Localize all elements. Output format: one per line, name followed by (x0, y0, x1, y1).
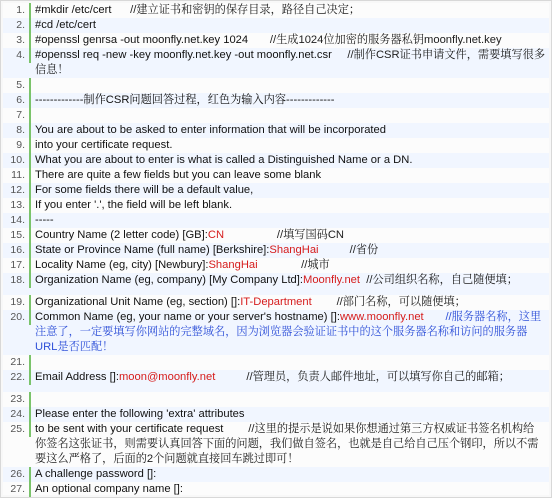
text-segment: //部门名称，可以随便填； (336, 296, 466, 308)
code-line (3, 93, 549, 108)
code-line (3, 228, 549, 243)
line-content (31, 198, 549, 213)
text-segment (319, 244, 350, 256)
line-content (31, 467, 549, 482)
line-number: 25. (3, 422, 31, 437)
text-segment: //管理员，负责人邮件地址，可以填写你自己的邮箱； (246, 371, 510, 383)
code-line (3, 33, 549, 48)
code-line (3, 273, 549, 295)
line-content (31, 33, 549, 48)
code-line (3, 213, 549, 228)
code-line (3, 467, 549, 482)
line-content (31, 93, 549, 108)
text-segment: ShangHai (208, 259, 258, 271)
text-segment: What you are about to enter is what is called a Distinguished Name or a DN. (35, 154, 413, 166)
line-number: 13. (3, 198, 31, 213)
code-line (3, 258, 549, 273)
text-segment: //公司组织名称，自己随便填； (366, 274, 518, 286)
text-segment: Organization Name (eg, company) [My Company Ltd]: (35, 274, 303, 286)
line-content (31, 213, 549, 228)
text-segment: ----- (35, 214, 54, 226)
line-content (31, 370, 549, 385)
text-segment: www.moonfly.net (339, 311, 424, 323)
code-line (3, 18, 549, 33)
code-line (3, 198, 549, 213)
text-segment: A challenge password []: (35, 468, 157, 480)
text-segment (312, 296, 337, 308)
line-content (31, 258, 549, 273)
text-segment (258, 259, 302, 271)
code-line (3, 108, 549, 123)
line-number: 12. (3, 183, 31, 198)
code-line (3, 310, 549, 355)
text-segment: CN (207, 229, 225, 241)
line-number: 23. (3, 392, 31, 407)
text-segment: #mkdir /etc/cert (35, 4, 131, 16)
code-line (3, 407, 549, 422)
text-segment: //省份 (349, 244, 379, 256)
line-number: 21. (3, 355, 31, 370)
line-number: 2. (3, 18, 31, 33)
text-segment: to be sent with your certificate request (35, 423, 249, 435)
text-segment: //填写国码CN (276, 229, 345, 241)
code-panel (3, 3, 549, 495)
line-number: 4. (3, 48, 31, 63)
line-number: 7. (3, 108, 31, 123)
code-line (3, 48, 549, 78)
text-segment: //城市 (301, 259, 330, 271)
text-segment: Locality Name (eg, city) [Newbury]: (35, 259, 209, 271)
text-segment: Please enter the following 'extra' attributes (35, 408, 245, 420)
line-content (31, 295, 549, 310)
line-number: 6. (3, 93, 31, 108)
text-segment: #openssl genrsa -out moonfly.net.key 1024 (35, 34, 270, 46)
text-segment: Moonfly.net (303, 274, 361, 286)
line-content (31, 168, 549, 183)
code-line (3, 153, 549, 168)
line-content (31, 273, 549, 288)
code-line (3, 392, 549, 407)
text-segment: If you enter '.', the field will be left blank. (35, 199, 233, 211)
code-line (3, 243, 549, 258)
line-content (31, 407, 549, 422)
text-segment: //制作CSR证书申请文件，需要填写很多信息！ (35, 49, 546, 76)
line-number: 19. (3, 295, 31, 310)
line-number: 20. (3, 310, 31, 325)
line-number: 9. (3, 138, 31, 153)
line-number: 18. (3, 273, 31, 288)
code-line (3, 3, 549, 18)
line-content (31, 243, 549, 258)
line-number: 5. (3, 78, 31, 93)
line-number: 24. (3, 407, 31, 422)
line-content (31, 228, 549, 243)
text-segment (215, 371, 246, 383)
text-segment: //建立证书和密钥的保存目录，路径自己决定； (130, 4, 361, 16)
line-content (31, 153, 549, 168)
line-number: 27. (3, 482, 31, 497)
text-segment: Organizational Unit Name (eg, section) []: (35, 296, 241, 308)
code-line (3, 78, 549, 93)
code-line (3, 168, 549, 183)
line-number: 10. (3, 153, 31, 168)
text-segment: //服务器名称，这里注意了，一定要填写你网站的完整域名，因为浏览器会验证证书中的这个服务器名称和访问的服务器URL是否匹配！ (35, 311, 542, 353)
line-content (31, 310, 549, 355)
text-segment: IT-Department (240, 296, 312, 308)
text-segment: //生成1024位加密的服务器私钥moonfly.net.key (269, 34, 502, 46)
text-segment: For some fields there will be a default value, (35, 184, 254, 196)
text-segment: An optional company name []: (35, 483, 184, 495)
text-segment: Common Name (eg, your name or your server's hostname) []: (35, 311, 340, 323)
line-content (31, 48, 549, 78)
text-segment (424, 311, 446, 323)
line-content (31, 422, 549, 467)
text-segment: #cd /etc/cert (35, 19, 96, 31)
text-segment: Country Name (2 letter code) [GB]: (35, 229, 208, 241)
line-number: 14. (3, 213, 31, 228)
text-segment: There are quite a few fields but you can leave some blank (35, 169, 322, 181)
code-line (3, 355, 549, 370)
text-segment: -------------制作CSR问题回答过程，红色为输入内容------------- (35, 94, 335, 106)
line-number: 17. (3, 258, 31, 273)
text-segment: moon@moonfly.net (118, 371, 216, 383)
line-number: 3. (3, 33, 31, 48)
line-content (31, 183, 549, 198)
line-number: 8. (3, 123, 31, 138)
code-line (3, 138, 549, 153)
line-number: 26. (3, 467, 31, 482)
line-content (31, 138, 549, 153)
text-segment: ShangHai (269, 244, 319, 256)
text-segment (224, 229, 277, 241)
line-number: 1. (3, 3, 31, 18)
code-line (3, 183, 549, 198)
text-segment: You are about to be asked to enter information that will be incorporated (35, 124, 386, 136)
code-line (3, 123, 549, 138)
code-line (3, 422, 549, 467)
line-content (31, 482, 549, 497)
line-content (31, 18, 549, 33)
text-segment: //这里的提示是说如果你想通过第三方权威证书签名机构给你签名这张证书，则需要认真回答下面的问题，我们做自签名，也就是自己给自己压个钢印，所以不需要这么严格了，后面的2个问题就直接回车跳过即可！ (35, 423, 539, 465)
line-number: 15. (3, 228, 31, 243)
line-content (31, 123, 549, 138)
code-line (3, 370, 549, 392)
text-segment: Email Address []: (35, 371, 119, 383)
code-line (3, 482, 549, 497)
line-content (31, 3, 549, 18)
text-segment: #openssl req -new -key moonfly.net.key -out moonfly.net.csr (35, 49, 348, 61)
text-segment: into your certificate request. (35, 139, 173, 151)
line-number: 22. (3, 370, 31, 385)
line-number: 16. (3, 243, 31, 258)
text-segment: State or Province Name (full name) [Berkshire]: (35, 244, 270, 256)
code-line (3, 295, 549, 310)
line-number: 11. (3, 168, 31, 183)
